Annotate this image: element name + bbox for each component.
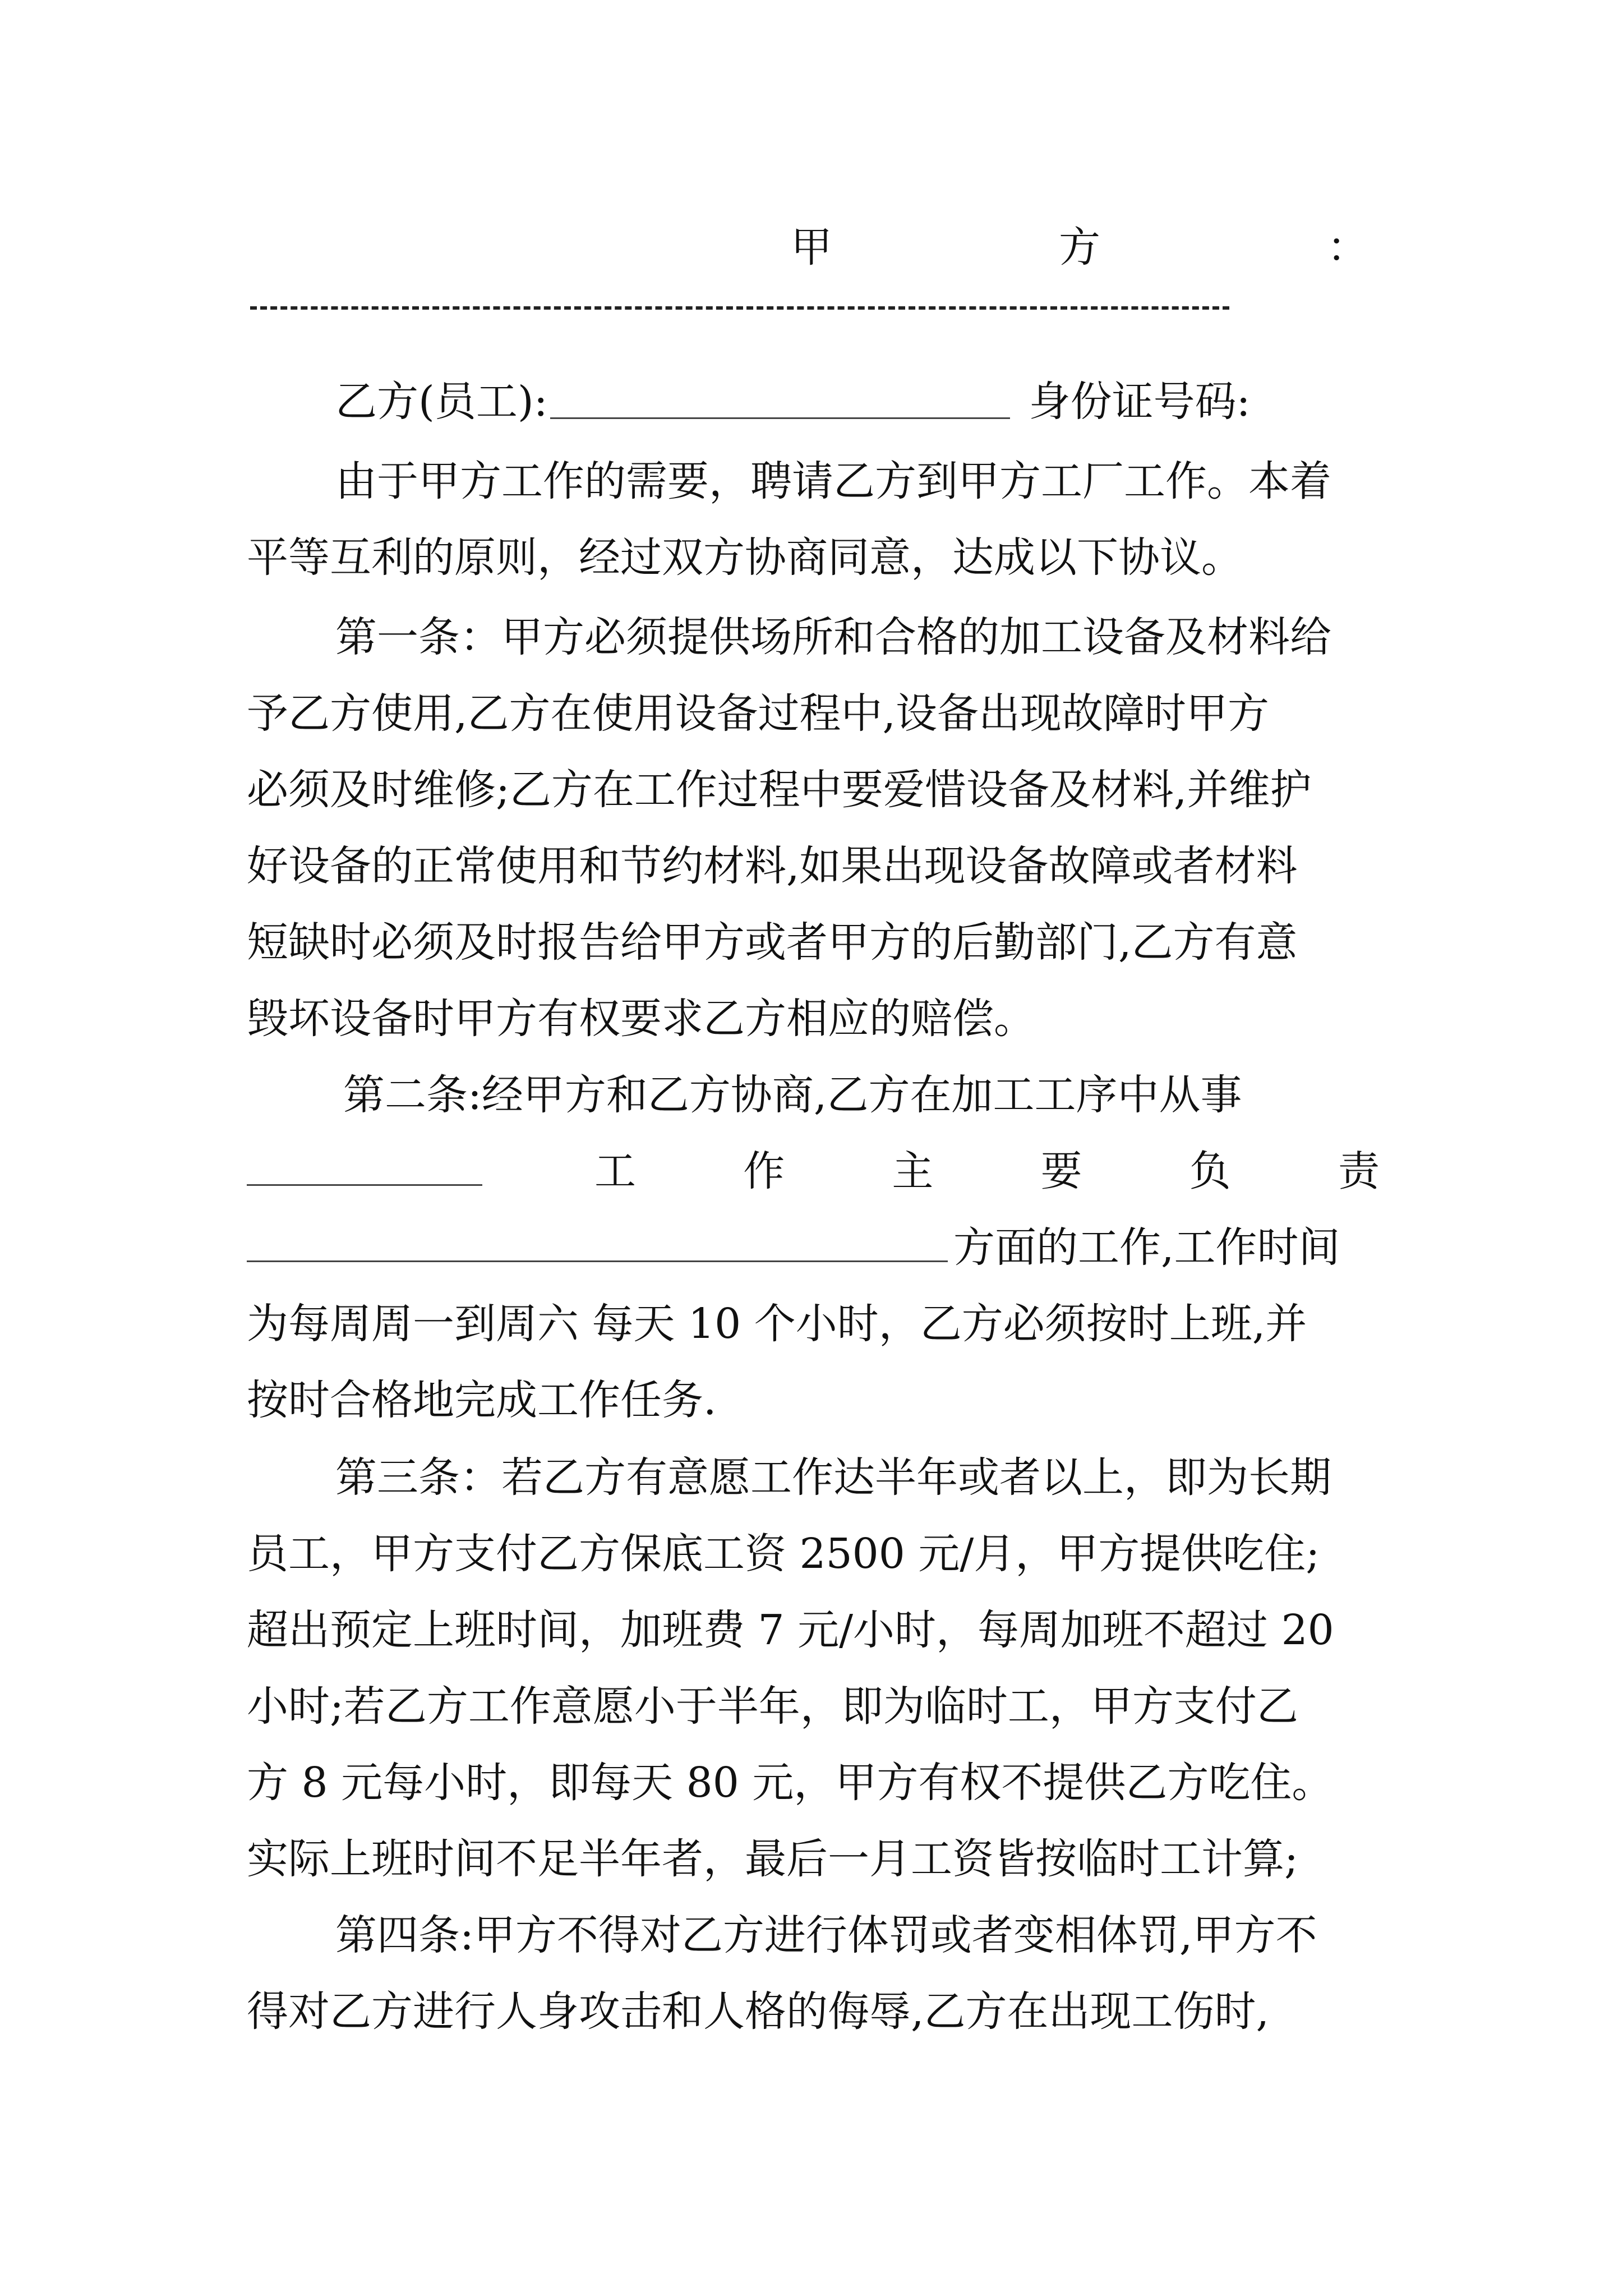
spread-char: 负 [1189,1147,1231,1195]
article3-line-4: 小时;若乙方工作意愿小于半年，即为临时工，甲方支付乙 [247,1682,1298,1731]
article4-line-2: 得对乙方进行人身攻击和人格的侮辱,乙方在出现工伤时, [247,1987,1270,2036]
article2-spread-text [594,1138,1380,1198]
article3-line-2: 员工，甲方支付乙方保底工资 2500 元/月，甲方提供吃住; [247,1530,1320,1578]
article1-line-1: 第一条：甲方必须提供场所和合格的加工设备及材料给 [335,613,1331,661]
party-b-line [335,353,1401,443]
party-a-char: 甲 [791,223,832,272]
spread-char: 责 [1338,1147,1380,1195]
article2-line-3-tail: 方面的工作,工作时间 [953,1223,1340,1272]
intro-line-1: 由于甲方工作的需要，聘请乙方到甲方工厂工作。本着 [335,457,1331,505]
spread-char: 主 [892,1147,934,1195]
article4-line-1: 第四条:甲方不得对乙方进行体罚或者变相体罚,甲方不 [335,1911,1317,1959]
article1-line-6: 毁坏设备时甲方有权要求乙方相应的赔偿。 [247,995,1035,1043]
spread-char: 工 [594,1147,636,1195]
party-b-blank [550,378,1010,419]
responsibility-blank [247,1227,948,1262]
intro-line-2: 平等互利的原则，经过双方协商同意，达成以下协议。 [247,533,1243,582]
article2-line-4: 为每周周一到周六 每天 10 个小时，乙方必须按时上班,并 [247,1300,1307,1348]
article1-line-5: 短缺时必须及时报告给甲方或者甲方的后勤部门,乙方有意 [247,918,1298,967]
spread-char: 作 [743,1147,785,1195]
article2-line-1: 第二条:经甲方和乙方协商,乙方在加工工序中从事 [343,1071,1242,1119]
party-a-line [791,199,1368,289]
work-item-blank [247,1151,482,1186]
party-a-char: 方 [1059,223,1100,272]
party-b-label: 乙方(员工): [335,378,548,426]
article2-line-5: 按时合格地完成工作任务. [247,1376,717,1424]
article3-line-6: 实际上班时间不足半年者，最后一月工资皆按临时工计算; [247,1835,1298,1883]
spread-char: 要 [1040,1147,1082,1195]
id-label: 身份证号码: [1029,378,1251,426]
article1-line-4: 好设备的正常使用和节约材料,如果出现设备故障或者材料 [247,842,1298,890]
article3-line-3: 超出预定上班时间，加班费 7 元/小时，每周加班不超过 20 [247,1606,1334,1654]
article3-line-5: 方 8 元每小时，即每天 80 元，甲方有权不提供乙方吃住。 [247,1759,1334,1807]
article3-line-1: 第三条：若乙方有意愿工作达半年或者以上，即为长期 [335,1453,1331,1502]
article1-line-2: 予乙方使用,乙方在使用设备过程中,设备出现故障时甲方 [247,689,1270,738]
article1-line-3: 必须及时维修;乙方在工作过程中要爱惜设备及材料,并维护 [247,766,1312,814]
party-a-colon: ： [1327,223,1368,272]
party-a-dashed-blank [250,306,1229,310]
